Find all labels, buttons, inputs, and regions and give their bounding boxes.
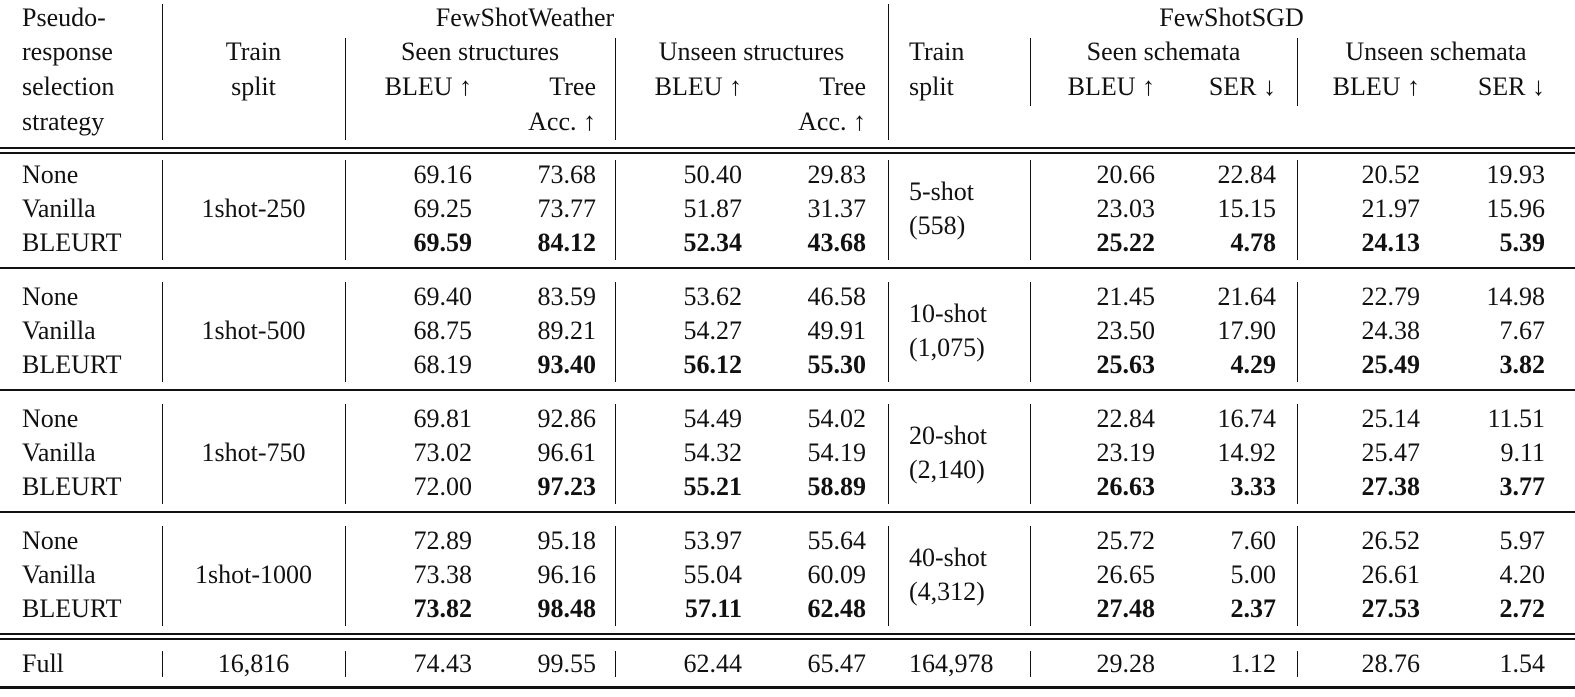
value-cell: 83.59 xyxy=(537,282,596,311)
value-cell: 16.74 xyxy=(1217,404,1276,433)
value-cell: 22.84 xyxy=(1096,404,1155,433)
value-cell: 68.19 xyxy=(413,350,472,379)
value-cell: 28.76 xyxy=(1361,649,1420,678)
column-rule xyxy=(345,651,346,677)
column-rule xyxy=(345,404,346,504)
value-cell: 73.77 xyxy=(537,194,596,223)
value-cell: 73.38 xyxy=(413,560,472,589)
value-cell: 3.33 xyxy=(1230,472,1276,501)
value-cell: 7.60 xyxy=(1230,526,1276,555)
value-cell: 69.81 xyxy=(413,404,472,433)
value-cell: 15.15 xyxy=(1217,194,1276,223)
value-cell: 3.77 xyxy=(1499,472,1545,501)
value-cell: 27.48 xyxy=(1096,594,1155,623)
full-rule xyxy=(0,638,1575,640)
value-cell: 98.48 xyxy=(537,594,596,623)
value-cell: 60.09 xyxy=(807,560,866,589)
value-cell: 74.43 xyxy=(413,649,472,678)
header-bleu: BLEU ↑ xyxy=(1332,72,1420,101)
value-cell: 20.52 xyxy=(1361,160,1420,189)
value-cell: 25.47 xyxy=(1361,438,1420,467)
value-cell: 15.96 xyxy=(1486,194,1545,223)
header-ser: SER ↓ xyxy=(1208,72,1276,101)
value-cell: 92.86 xyxy=(537,404,596,433)
value-cell: 72.00 xyxy=(413,472,472,501)
column-rule xyxy=(1030,651,1031,677)
strategy-cell: Vanilla xyxy=(22,316,96,345)
column-rule xyxy=(615,404,616,504)
value-cell: 25.14 xyxy=(1361,404,1420,433)
value-cell: 19.93 xyxy=(1486,160,1545,189)
value-cell: 99.55 xyxy=(537,649,596,678)
header-bleu: BLEU ↑ xyxy=(384,72,472,101)
value-cell: 43.68 xyxy=(807,228,866,257)
value-cell: 25.22 xyxy=(1096,228,1155,257)
value-cell: 52.34 xyxy=(683,228,742,257)
value-cell: 11.51 xyxy=(1487,404,1545,433)
value-cell: 20.66 xyxy=(1096,160,1155,189)
sgd-train-split: 10-shot xyxy=(909,299,987,328)
column-rule xyxy=(615,526,616,626)
value-cell: 96.61 xyxy=(537,438,596,467)
value-cell: 54.49 xyxy=(683,404,742,433)
sgd-train-split: 20-shot xyxy=(909,421,987,450)
sgd-train-split: 5-shot xyxy=(909,177,974,206)
header-strategy: response xyxy=(22,37,113,66)
header-strategy: strategy xyxy=(22,107,105,136)
value-cell: 56.12 xyxy=(683,350,742,379)
value-cell: 54.19 xyxy=(807,438,866,467)
value-cell: 24.13 xyxy=(1361,228,1420,257)
value-cell: 2.37 xyxy=(1230,594,1276,623)
column-rule xyxy=(1297,404,1298,504)
strategy-cell: BLEURT xyxy=(22,594,122,623)
value-cell: 55.30 xyxy=(807,350,866,379)
strategy-cell: BLEURT xyxy=(22,472,122,501)
column-rule xyxy=(162,282,163,382)
value-cell: 95.18 xyxy=(537,526,596,555)
full-rule xyxy=(0,633,1575,635)
value-cell: 4.20 xyxy=(1499,560,1545,589)
header-unseen-schemata: Unseen schemata xyxy=(1345,37,1527,66)
value-cell: 25.49 xyxy=(1361,350,1420,379)
column-rule xyxy=(162,404,163,504)
value-cell: 23.19 xyxy=(1096,438,1155,467)
value-cell: 54.02 xyxy=(807,404,866,433)
header-train-split: split xyxy=(231,72,276,101)
value-cell: 7.67 xyxy=(1499,316,1545,345)
column-rule xyxy=(162,160,163,260)
header-acc: Acc. ↑ xyxy=(798,107,866,136)
value-cell: 22.79 xyxy=(1361,282,1420,311)
header-ser: SER ↓ xyxy=(1477,72,1545,101)
group-rule xyxy=(0,267,1575,269)
column-rule xyxy=(162,651,163,677)
header-train-split: Train xyxy=(225,37,282,66)
value-cell: 54.27 xyxy=(683,316,742,345)
strategy-cell: Full xyxy=(22,649,64,678)
value-cell: 58.89 xyxy=(807,472,866,501)
column-rule xyxy=(888,160,889,260)
value-cell: 96.16 xyxy=(537,560,596,589)
column-rule xyxy=(345,38,346,140)
header-strategy: selection xyxy=(22,72,115,101)
column-rule xyxy=(1030,282,1031,382)
value-cell: 49.91 xyxy=(807,316,866,345)
value-cell: 57.11 xyxy=(684,594,742,623)
value-cell: 55.21 xyxy=(683,472,742,501)
value-cell: 84.12 xyxy=(537,228,596,257)
value-cell: 21.45 xyxy=(1096,282,1155,311)
weather-train-split: 16,816 xyxy=(217,649,290,678)
header-train-split: Train xyxy=(909,37,965,66)
header-strategy: Pseudo- xyxy=(22,3,106,32)
value-cell: 25.63 xyxy=(1096,350,1155,379)
value-cell: 14.98 xyxy=(1486,282,1545,311)
header-seen-structures: Seen structures xyxy=(400,37,560,66)
value-cell: 14.92 xyxy=(1217,438,1276,467)
column-rule xyxy=(1297,282,1298,382)
value-cell: 73.82 xyxy=(413,594,472,623)
column-rule xyxy=(888,282,889,382)
value-cell: 51.87 xyxy=(683,194,742,223)
strategy-cell: Vanilla xyxy=(22,560,96,589)
value-cell: 55.04 xyxy=(683,560,742,589)
value-cell: 62.48 xyxy=(807,594,866,623)
group-rule xyxy=(0,511,1575,513)
sgd-train-split: 164,978 xyxy=(909,649,994,678)
column-rule xyxy=(888,526,889,626)
value-cell: 2.72 xyxy=(1499,594,1545,623)
header-bleu: BLEU ↑ xyxy=(654,72,742,101)
value-cell: 24.38 xyxy=(1361,316,1420,345)
value-cell: 50.40 xyxy=(683,160,742,189)
strategy-cell: BLEURT xyxy=(22,228,122,257)
value-cell: 21.64 xyxy=(1217,282,1276,311)
bottom-rule xyxy=(0,686,1575,689)
value-cell: 68.75 xyxy=(413,316,472,345)
column-rule xyxy=(1030,526,1031,626)
column-rule xyxy=(162,4,163,140)
value-cell: 9.11 xyxy=(1500,438,1545,467)
column-rule xyxy=(1030,38,1031,106)
column-rule xyxy=(615,38,616,140)
sgd-train-split: (558) xyxy=(909,211,966,240)
strategy-cell: None xyxy=(22,160,79,189)
column-rule xyxy=(1297,651,1298,677)
column-rule xyxy=(1030,160,1031,260)
value-cell: 31.37 xyxy=(807,194,866,223)
value-cell: 53.62 xyxy=(683,282,742,311)
value-cell: 5.39 xyxy=(1499,228,1545,257)
value-cell: 1.54 xyxy=(1499,649,1545,678)
column-rule xyxy=(888,4,889,140)
value-cell: 4.78 xyxy=(1230,228,1276,257)
weather-train-split: 1shot-500 xyxy=(201,316,306,345)
value-cell: 73.02 xyxy=(413,438,472,467)
sgd-train-split: (4,312) xyxy=(909,577,985,606)
weather-train-split: 1shot-750 xyxy=(201,438,306,467)
column-rule xyxy=(1297,526,1298,626)
column-rule xyxy=(162,526,163,626)
column-rule xyxy=(888,404,889,504)
value-cell: 26.65 xyxy=(1096,560,1155,589)
value-cell: 21.97 xyxy=(1361,194,1420,223)
header-train-split: split xyxy=(909,72,954,101)
value-cell: 53.97 xyxy=(683,526,742,555)
value-cell: 69.59 xyxy=(413,228,472,257)
value-cell: 25.72 xyxy=(1096,526,1155,555)
strategy-cell: Vanilla xyxy=(22,438,96,467)
value-cell: 5.00 xyxy=(1230,560,1276,589)
value-cell: 46.58 xyxy=(807,282,866,311)
value-cell: 62.44 xyxy=(683,649,742,678)
header-unseen-structures: Unseen structures xyxy=(658,37,845,66)
header-rule xyxy=(0,152,1575,154)
column-rule xyxy=(1297,38,1298,106)
value-cell: 4.29 xyxy=(1230,350,1276,379)
weather-train-split: 1shot-1000 xyxy=(195,560,312,589)
column-rule xyxy=(345,282,346,382)
value-cell: 97.23 xyxy=(537,472,596,501)
column-rule xyxy=(1297,160,1298,260)
header-fewshotweather: FewShotWeather xyxy=(435,3,615,32)
header-tree: Tree xyxy=(549,72,596,101)
value-cell: 1.12 xyxy=(1230,649,1276,678)
column-rule xyxy=(345,160,346,260)
value-cell: 3.82 xyxy=(1499,350,1545,379)
value-cell: 69.16 xyxy=(413,160,472,189)
value-cell: 89.21 xyxy=(537,316,596,345)
strategy-cell: None xyxy=(22,526,79,555)
value-cell: 27.38 xyxy=(1361,472,1420,501)
header-fewshotsgd: FewShotSGD xyxy=(1159,3,1304,32)
value-cell: 26.52 xyxy=(1361,526,1420,555)
value-cell: 73.68 xyxy=(537,160,596,189)
strategy-cell: None xyxy=(22,282,79,311)
value-cell: 72.89 xyxy=(413,526,472,555)
sgd-train-split: 40-shot xyxy=(909,543,987,572)
header-acc: Acc. ↑ xyxy=(528,107,596,136)
header-rule xyxy=(0,147,1575,149)
value-cell: 23.50 xyxy=(1096,316,1155,345)
value-cell: 69.40 xyxy=(413,282,472,311)
strategy-cell: BLEURT xyxy=(22,350,122,379)
value-cell: 29.28 xyxy=(1096,649,1155,678)
group-rule xyxy=(0,389,1575,391)
column-rule xyxy=(615,651,616,677)
value-cell: 27.53 xyxy=(1361,594,1420,623)
value-cell: 17.90 xyxy=(1217,316,1276,345)
value-cell: 69.25 xyxy=(413,194,472,223)
weather-train-split: 1shot-250 xyxy=(201,194,306,223)
column-rule xyxy=(615,160,616,260)
value-cell: 22.84 xyxy=(1217,160,1276,189)
strategy-cell: None xyxy=(22,404,79,433)
column-rule xyxy=(1030,404,1031,504)
value-cell: 26.63 xyxy=(1096,472,1155,501)
value-cell: 29.83 xyxy=(807,160,866,189)
sgd-train-split: (2,140) xyxy=(909,455,985,484)
value-cell: 54.32 xyxy=(683,438,742,467)
header-seen-schemata: Seen schemata xyxy=(1086,37,1241,66)
value-cell: 65.47 xyxy=(807,649,866,678)
value-cell: 26.61 xyxy=(1361,560,1420,589)
value-cell: 55.64 xyxy=(807,526,866,555)
value-cell: 93.40 xyxy=(537,350,596,379)
value-cell: 23.03 xyxy=(1096,194,1155,223)
strategy-cell: Vanilla xyxy=(22,194,96,223)
header-tree: Tree xyxy=(819,72,866,101)
sgd-train-split: (1,075) xyxy=(909,333,985,362)
column-rule xyxy=(345,526,346,626)
column-rule xyxy=(615,282,616,382)
value-cell: 5.97 xyxy=(1499,526,1545,555)
header-bleu: BLEU ↑ xyxy=(1067,72,1155,101)
